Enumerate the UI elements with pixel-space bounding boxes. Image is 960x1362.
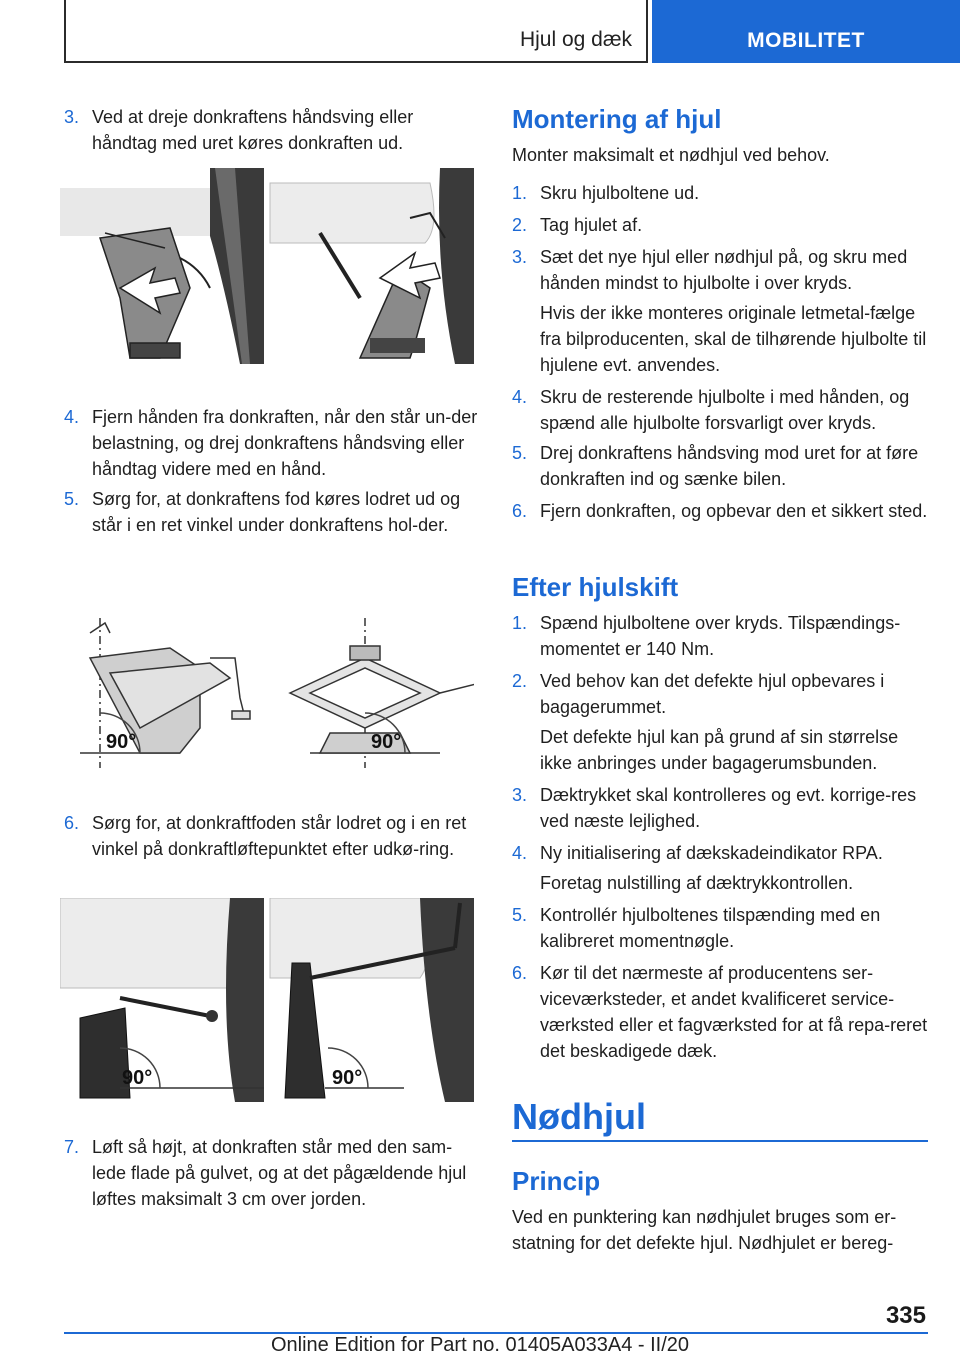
step-text: Spænd hjulboltene over kryds. Tilspændings-momentet er 140 Nm. — [540, 613, 901, 659]
list-item — [512, 440, 928, 492]
step-text: Kør til det nærmeste af producentens ser-viceværksteder, et andet kvalificeret service-værksted eller et fagværksted for at få repa-reret det beskadigede dæk. — [540, 963, 928, 1061]
jack-angle-illustration — [60, 618, 474, 768]
step-number: 1. — [512, 183, 528, 203]
heading-princip: Princip — [512, 1166, 601, 1196]
jack-under-vehicle-illustration — [60, 898, 474, 1102]
heading-rule — [512, 1140, 928, 1142]
step-note: Foretag nulstilling af dæktrykkontrollen. — [540, 873, 854, 893]
step-text: Sæt det nye hjul eller nødhjul på, og skru med hånden mindst to hjulbolte i over kryds. — [540, 247, 908, 293]
list-item — [512, 498, 928, 524]
step-text: Fjern donkraften, og opbevar den et sikkert sted. — [540, 501, 928, 521]
list-item — [512, 902, 928, 954]
step-text: Sørg for, at donkraftens fod køres lodret ud og står i en ret vinkel under donkraftens hol-der. — [92, 489, 461, 535]
heading-efter-hjulskift: Efter hjulskift — [512, 572, 679, 602]
list-item — [512, 668, 928, 720]
step-text: Ny initialisering af dækskadeindikator RPA. — [540, 843, 883, 863]
page-number: 335 — [885, 1302, 926, 1329]
step-number: 3. — [512, 247, 528, 267]
list-item — [512, 960, 928, 1064]
step-text: Drej donkraftens håndsving mod uret for at føre donkraften ind og sænke bilen. — [540, 443, 919, 489]
list-item — [64, 404, 478, 482]
list-item — [512, 610, 928, 662]
step-number: 6. — [64, 813, 80, 833]
step-text: Fjern hånden fra donkraften, når den står un-der belastning, og drej donkraftens håndsving eller håndtag videre med en hånd. — [92, 407, 478, 479]
list-item — [512, 180, 928, 206]
step-number: 6. — [512, 501, 528, 521]
list-item — [64, 104, 478, 156]
heading-montering: Montering af hjul — [512, 104, 722, 134]
princip-text: Ved en punktering kan nødhjulet bruges som er-statning for det defekte hjul. Nødhjulet er bereg- — [512, 1207, 897, 1253]
step-number: 1. — [512, 613, 528, 633]
angle-label: 90° — [122, 1067, 153, 1089]
list-item — [64, 810, 478, 862]
chapter-tab[interactable] — [652, 0, 960, 63]
step-number: 5. — [64, 489, 80, 509]
jack-extension-illustration — [60, 168, 474, 364]
step-number: 2. — [512, 215, 528, 235]
angle-label: 90° — [106, 731, 137, 753]
list-item — [512, 244, 928, 296]
step-number: 3. — [64, 107, 80, 127]
list-item — [512, 384, 928, 436]
step-note: Det defekte hjul kan på grund af sin størrelse ikke anbringes under bagagerumsbunden. — [540, 727, 899, 773]
step-text: Dæktrykket skal kontrolleres og evt. korrige-res ved næste lejlighed. — [540, 785, 917, 831]
step-text: Ved at dreje donkraftens håndsving eller håndtag med uret køres donkraften ud. — [92, 107, 414, 153]
list-item — [512, 782, 928, 834]
section-title: Hjul og dæk — [519, 28, 632, 51]
step-text: Skru de resterende hjulbolte i med hånden, og spænd alle hjulbolte forsvarligt over kryds. — [540, 387, 910, 433]
heading-nodhjul: Nødhjul — [512, 1096, 646, 1137]
montering-intro: Monter maksimalt et nødhjul ved behov. — [512, 145, 830, 165]
step-text: Skru hjulboltene ud. — [540, 183, 700, 203]
step-number: 5. — [512, 443, 528, 463]
angle-label: 90° — [371, 731, 402, 753]
step-number: 4. — [64, 407, 80, 427]
angle-label: 90° — [332, 1067, 363, 1089]
step-number: 7. — [64, 1137, 80, 1157]
step-text: Tag hjulet af. — [540, 215, 643, 235]
step-number: 2. — [512, 671, 528, 691]
step-number: 4. — [512, 843, 528, 863]
step-text: Løft så højt, at donkraften står med den sam-lede flade på gulvet, og at det pågældende hjul løftes maksimalt 3 cm over jorden. — [92, 1137, 467, 1209]
step-number: 5. — [512, 905, 528, 925]
step-text: Ved behov kan det defekte hjul opbevares i bagagerummet. — [540, 671, 885, 717]
step-note: Hvis der ikke monteres originale letmetal-fælge fra bilproducenten, skal de tilhørende hjulbolte til hjulene evt. anvendes. — [540, 303, 927, 375]
footer-edition: Online Edition for Part no. 01405A033A4 - II/20 — [270, 1334, 690, 1356]
chapter-tab-label: MOBILITET — [747, 28, 865, 52]
step-text: Kontrollér hjulboltenes tilspænding med en kalibreret momentnøgle. — [540, 905, 881, 951]
list-item — [512, 840, 928, 866]
step-number: 3. — [512, 785, 528, 805]
step-number: 6. — [512, 963, 528, 983]
list-item — [64, 486, 478, 538]
step-text: Sørg for, at donkraftfoden står lodret og i en ret vinkel på donkraftløftepunktet efter udkø-ring. — [92, 813, 467, 859]
step-number: 4. — [512, 387, 528, 407]
list-item — [512, 212, 928, 238]
list-item — [64, 1134, 478, 1212]
